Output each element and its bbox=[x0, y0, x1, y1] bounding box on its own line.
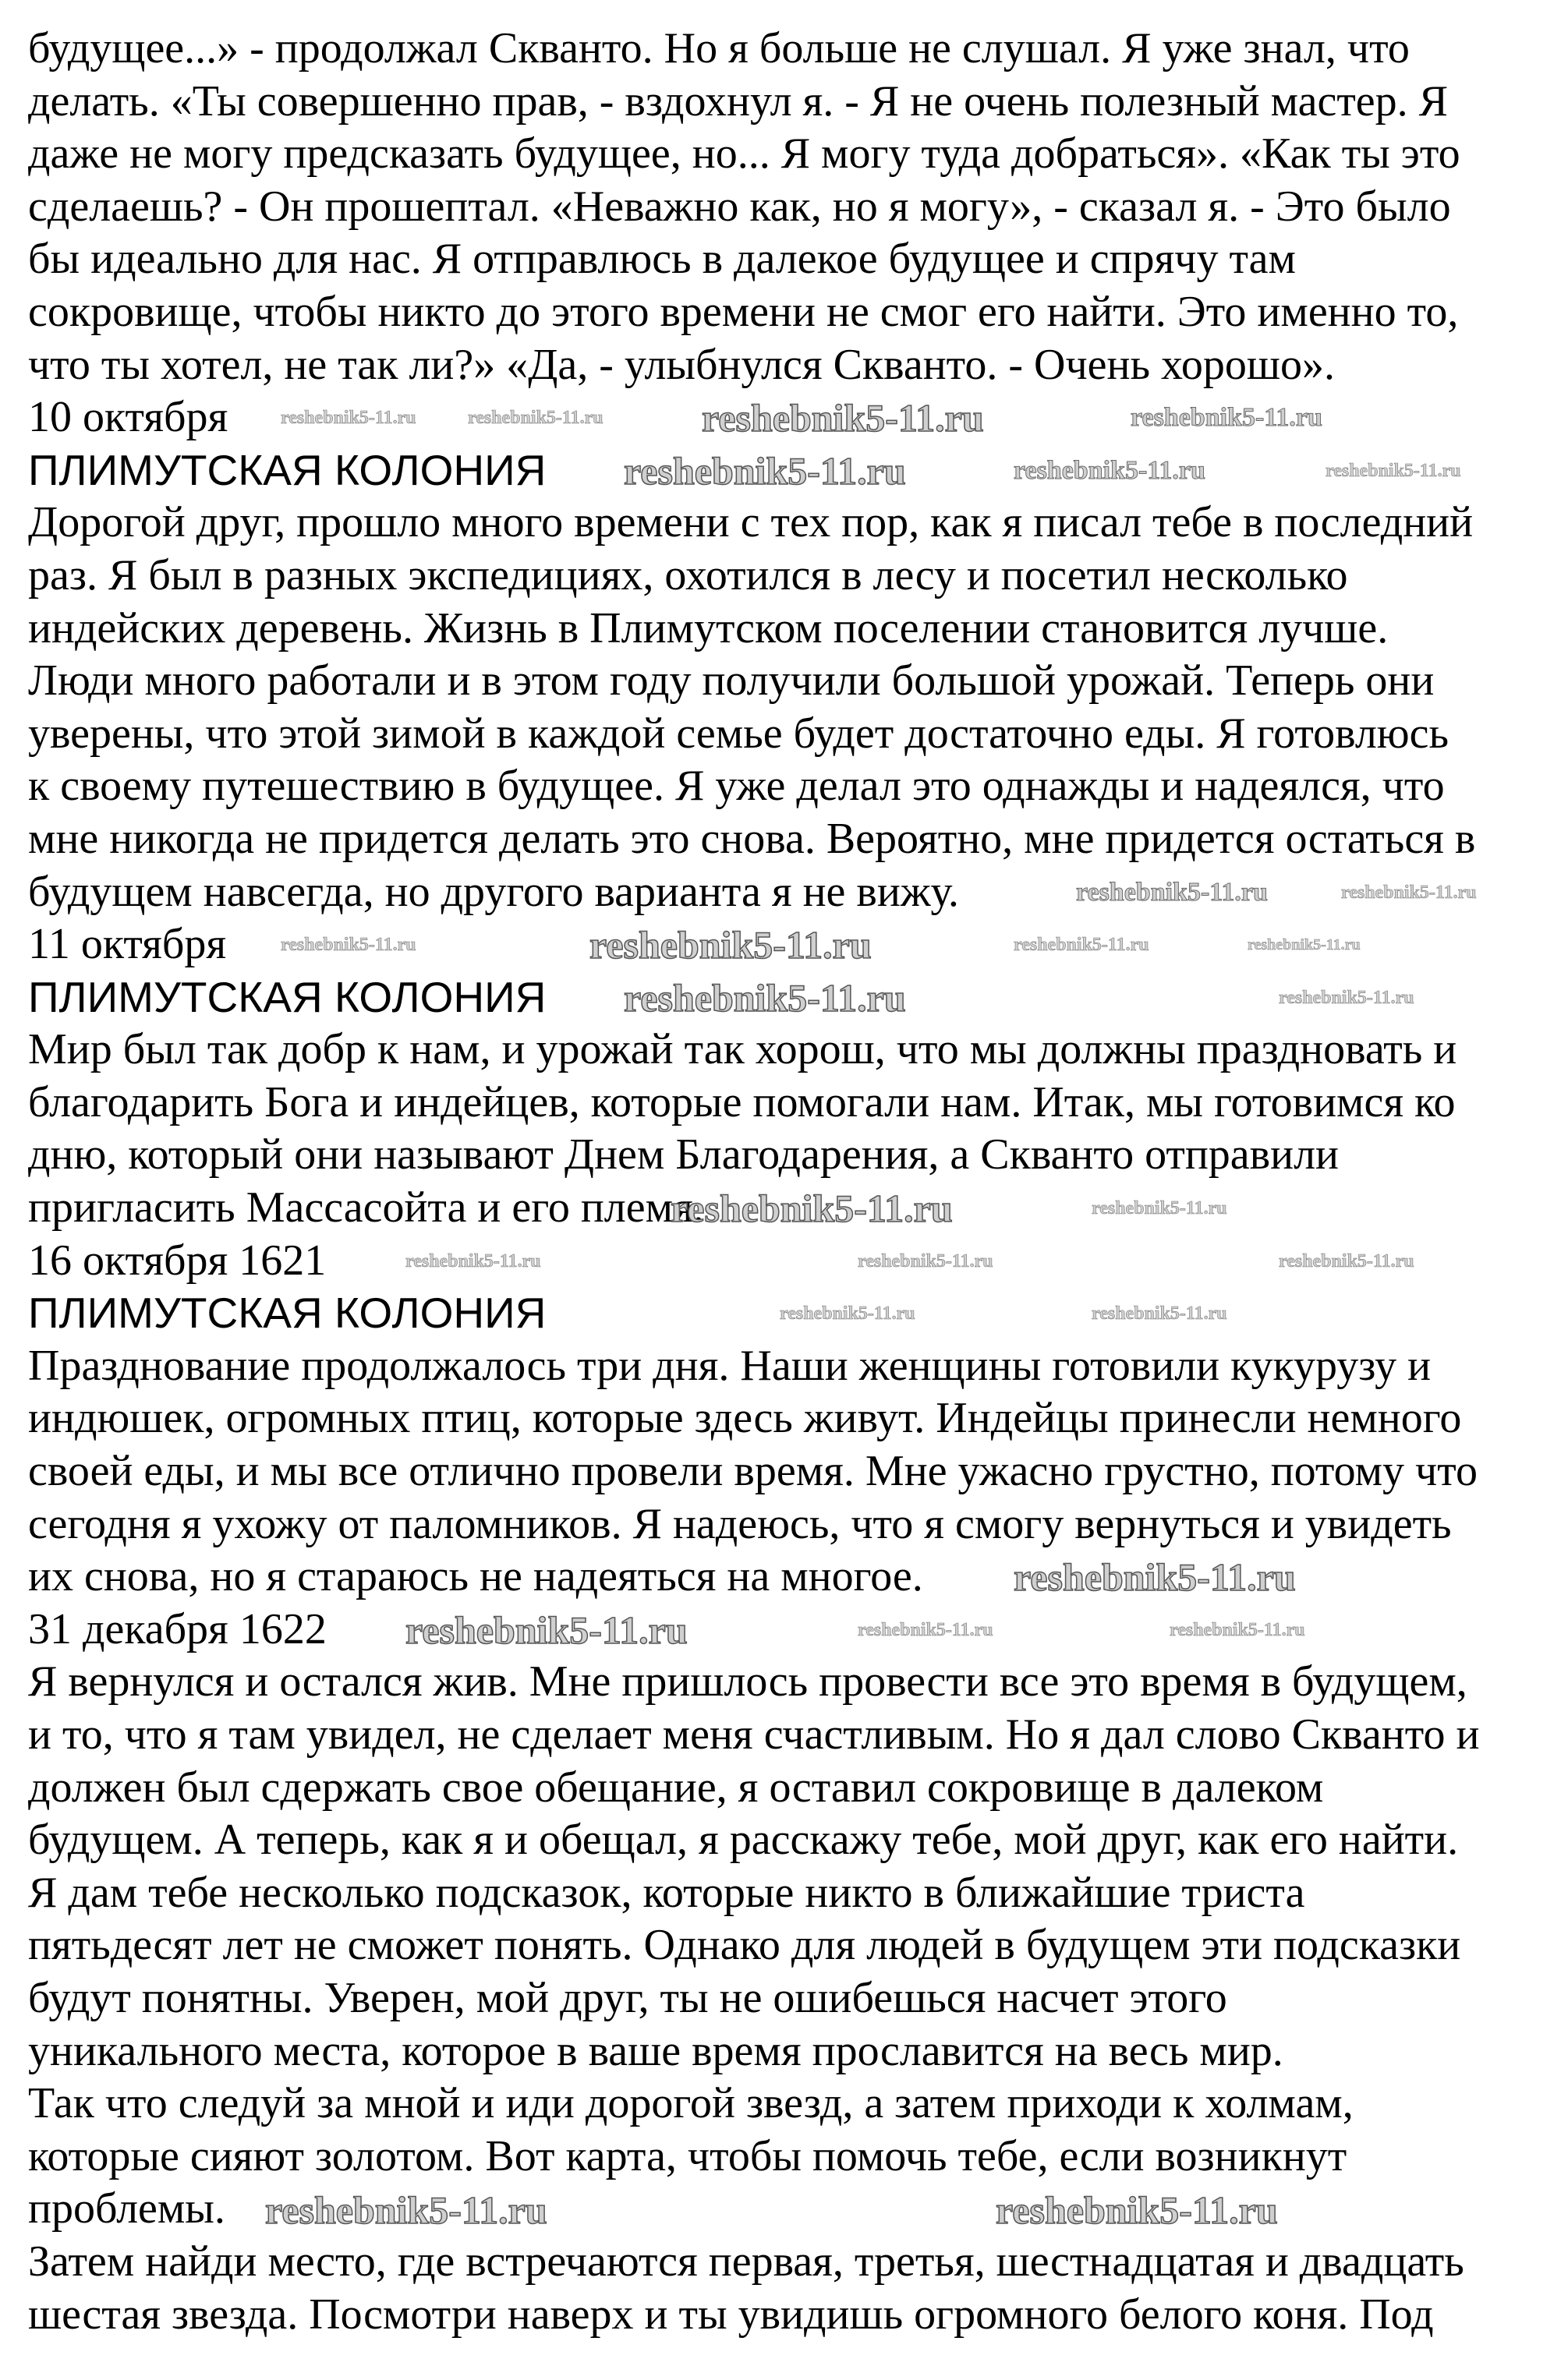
text-line: уверены, что этой зимой в каждой семье будет достаточно еды. Я готовлюсь bbox=[28, 709, 1449, 758]
text-line: Я вернулся и остался жив. Мне пришлось провести все это время в будущем, bbox=[28, 1657, 1467, 1706]
text-line: Я дам тебе несколько подсказок, которые никто в ближайшие триста bbox=[28, 1868, 1305, 1917]
watermark: reshebnik5-11.ru bbox=[1076, 877, 1268, 907]
text-line: индейских деревень. Жизнь в Плимутском поселении становится лучше. bbox=[28, 603, 1389, 652]
text-line: индюшек, огромных птиц, которые здесь живут. Индейцы принесли немного bbox=[28, 1394, 1462, 1443]
text-line: пятьдесят лет не сможет понять. Однако для людей в будущем эти подсказки bbox=[28, 1921, 1461, 1970]
watermark: reshebnik5-11.ru bbox=[858, 1620, 993, 1640]
text-line: Люди много работали и в этом году получили большой урожай. Теперь они bbox=[28, 656, 1435, 706]
entry-date: 16 октября 1621 bbox=[28, 1236, 327, 1285]
watermark: reshebnik5-11.ru bbox=[1326, 460, 1461, 481]
watermark: reshebnik5-11.ru bbox=[1279, 1250, 1414, 1271]
text-line: их снова, но я стараюсь не надеяться на многое. bbox=[28, 1552, 923, 1601]
text-line: Празднование продолжалось три дня. Наши женщины готовили кукурузу и bbox=[28, 1341, 1432, 1390]
text-line: дню, который они называют Днем Благодарения, а Скванто отправили bbox=[28, 1130, 1339, 1179]
watermark: reshebnik5-11.ru bbox=[1014, 935, 1149, 956]
text-line: сегодня я ухожу от паломников. Я надеюсь, что я смогу вернуться и увидеть bbox=[28, 1499, 1452, 1548]
watermark: reshebnik5-11.ru bbox=[1170, 1620, 1305, 1640]
watermark: reshebnik5-11.ru bbox=[1341, 882, 1477, 903]
text-line: Так что следуй за мной и иди дорогой звезд, а затем приходи к холмам, bbox=[28, 2079, 1354, 2128]
watermark: reshebnik5-11.ru bbox=[624, 975, 906, 1020]
text-line: проблемы. bbox=[28, 2184, 225, 2233]
watermark: reshebnik5-11.ru bbox=[702, 396, 984, 440]
watermark: reshebnik5-11.ru bbox=[405, 1250, 541, 1271]
text-line: благодарить Бога и индейцев, которые помогали нам. Итак, мы готовимся ко bbox=[28, 1077, 1456, 1126]
text-line: будущее...» - продолжал Скванто. Но я больше не слушал. Я уже знал, что bbox=[28, 24, 1410, 72]
section-heading: ПЛИМУТСКАЯ КОЛОНИЯ bbox=[28, 972, 547, 1021]
watermark: reshebnik5-11.ru bbox=[405, 1608, 688, 1652]
text-line: будут понятны. Уверен, мой друг, ты не ошибешься насчет этого bbox=[28, 1973, 1227, 2022]
text-line: мне никогда не придется делать это снова. Вероятно, мне придется остаться в bbox=[28, 814, 1476, 863]
watermark: reshebnik5-11.ru bbox=[996, 2187, 1278, 2232]
text-line: должен был сдержать свое обещание, я оставил сокровище в далеком bbox=[28, 1763, 1324, 1812]
text-line: сделаешь? - Он прошептал. «Неважно как, но я могу», - сказал я. - Это было bbox=[28, 182, 1451, 231]
text-line: и то, что я там увидел, не сделает меня счастливым. Но я дал слово Скванто и bbox=[28, 1710, 1480, 1759]
watermark: reshebnik5-11.ru bbox=[265, 2187, 547, 2232]
text-line: даже не могу предсказать будущее, но... Я могу туда добраться». «Как ты это bbox=[28, 129, 1460, 179]
watermark: reshebnik5-11.ru bbox=[468, 408, 603, 429]
section-heading: ПЛИМУТСКАЯ КОЛОНИЯ bbox=[28, 445, 547, 494]
text-line: шестая звезда. Посмотри наверх и ты увидишь огромного белого коня. Под bbox=[28, 2290, 1434, 2339]
text-line: уникального места, которое в ваше время прославится на весь мир. bbox=[28, 2026, 1283, 2075]
entry-date: 11 октября bbox=[28, 920, 227, 969]
text-line: будущем навсегда, но другого варианта я не вижу. bbox=[28, 867, 959, 916]
text-line: к своему путешествию в будущее. Я уже делал это однажды и надеялся, что bbox=[28, 762, 1445, 811]
watermark: reshebnik5-11.ru bbox=[1092, 1198, 1227, 1219]
entry-date: 10 октября bbox=[28, 393, 228, 442]
text-line: своей еды, и мы все отлично провели время. Мне ужасно грустно, потому что bbox=[28, 1447, 1478, 1496]
document-body bbox=[28, 23, 1568, 2341]
text-line: сокровище, чтобы никто до этого времени не смог его найти. Это именно то, bbox=[28, 287, 1459, 336]
text-line: Затем найди место, где встречаются первая, третья, шестнадцатая и двадцать bbox=[28, 2237, 1464, 2286]
text-line: что ты хотел, не так ли?» «Да, - улыбнулся Скванто. - Очень хорошо». bbox=[28, 340, 1336, 389]
watermark: reshebnik5-11.ru bbox=[281, 935, 416, 956]
text-line: Дорогой друг, прошло много времени с тех пор, как я писал тебе в последний bbox=[28, 498, 1474, 547]
watermark: reshebnik5-11.ru bbox=[858, 1250, 993, 1271]
section-heading: ПЛИМУТСКАЯ КОЛОНИЯ bbox=[28, 1289, 547, 1338]
text-line: Мир был так добр к нам, и урожай так хорош, что мы должны праздновать и bbox=[28, 1025, 1457, 1074]
text-line: будущем. А теперь, как я и обещал, я расскажу тебе, мой друг, как его найти. bbox=[28, 1816, 1459, 1865]
text-line: пригласить Массасойта и его племя. bbox=[28, 1183, 704, 1232]
watermark: reshebnik5-11.ru bbox=[671, 1186, 953, 1231]
watermark: reshebnik5-11.ru bbox=[624, 448, 906, 493]
text-line: раз. Я был в разных экспедициях, охотился в лесу и посетил несколько bbox=[28, 550, 1348, 599]
watermark: reshebnik5-11.ru bbox=[1014, 455, 1205, 485]
watermark: reshebnik5-11.ru bbox=[281, 408, 416, 429]
watermark: reshebnik5-11.ru bbox=[1092, 1303, 1227, 1324]
watermark: reshebnik5-11.ru bbox=[1279, 987, 1414, 1008]
watermark: reshebnik5-11.ru bbox=[589, 923, 872, 967]
watermark: reshebnik5-11.ru bbox=[780, 1303, 915, 1324]
text-line: которые сияют золотом. Вот карта, чтобы помочь тебе, если возникнут bbox=[28, 2131, 1347, 2180]
text-line: бы идеально для нас. Я отправлюсь в далекое будущее и спрячу там bbox=[28, 235, 1296, 284]
entry-date: 31 декабря 1622 bbox=[28, 1604, 327, 1653]
watermark: reshebnik5-11.ru bbox=[1014, 1555, 1296, 1600]
text-line: делать. «Ты совершенно прав, - вздохнул я. - Я не очень полезный мастер. Я bbox=[28, 76, 1449, 126]
watermark: reshebnik5-11.ru bbox=[1248, 936, 1361, 954]
watermark: reshebnik5-11.ru bbox=[1131, 403, 1322, 433]
